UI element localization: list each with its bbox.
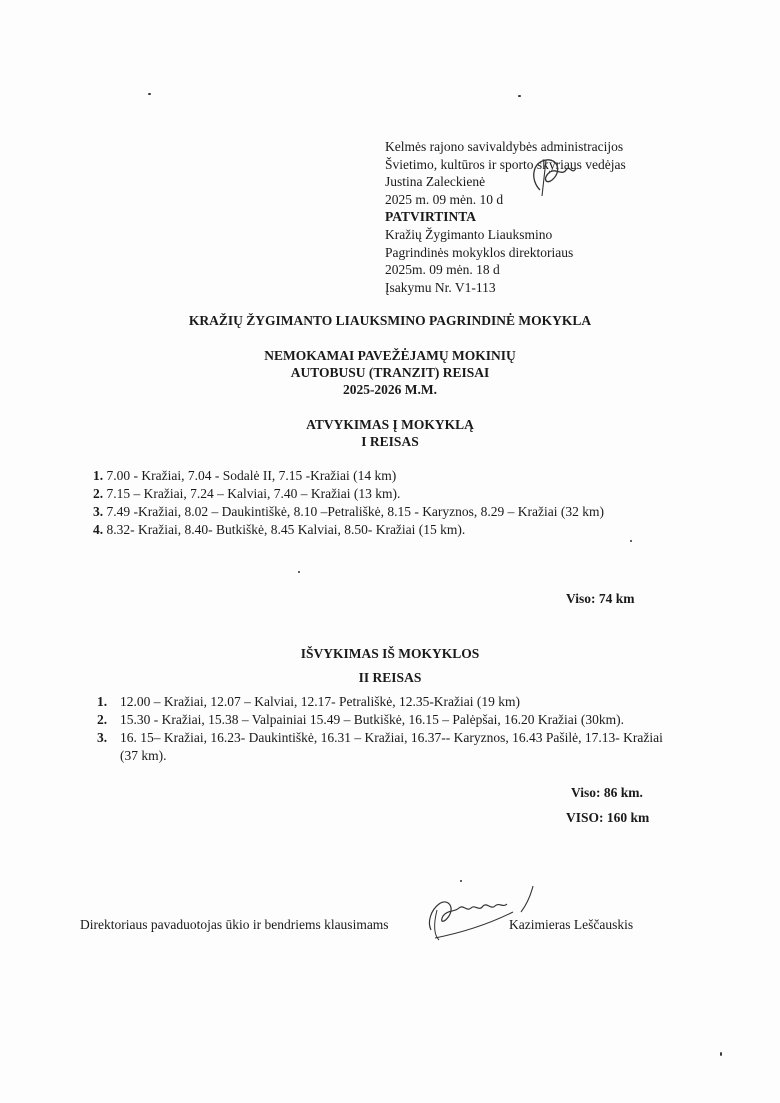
doc-title-line1: NEMOKAMAI PAVEŽĖJAMŲ MOKINIŲ [264, 348, 516, 363]
approval-order-no: Įsakymu Nr. V1-113 [385, 279, 496, 295]
director-signature-icon [425, 882, 545, 944]
scan-speck [630, 540, 632, 542]
departure-route: 2. 15.30 - Kražiai, 15.38 – Valpainiai 15.49 – Butkiškė, 16.15 – Palėpšai, 16.20 Kražiai (30km). [97, 712, 625, 727]
signatory-position: Direktoriaus pavaduotojas ūkio ir bendriems klausimams [80, 917, 389, 932]
scan-speck [148, 93, 151, 95]
approval-date: 2025 m. 09 mėn. 10 d [385, 191, 504, 207]
arrival-route: 3. 7.49 -Kražiai, 8.02 – Daukintiškė, 8.10 –Petrališkė, 8.15 - Karyznos, 8.29 – Kražiai (32 km) [93, 504, 605, 519]
approval-school-line2: Pagrindinės mokyklos direktoriaus [385, 244, 574, 260]
arrival-route: 2. 7.15 – Kražiai, 7.24 – Kalviai, 7.40 – Kražiai (13 km). [93, 486, 401, 501]
departure-route: 1. 12.00 – Kražiai, 12.07 – Kalviai, 12.17- Petrališkė, 12.35-Kražiai (19 km) [97, 694, 521, 709]
departure-route: 3. 16. 15– Kražiai, 16.23- Daukintiškė, 16.31 – Kražiai, 16.37-- Karyznos, 16.43 Pašilė, 17.13- Kražiai (37 km). [97, 730, 663, 763]
approved-label: PATVIRTINTA [385, 209, 477, 225]
approval-order-date: 2025m. 09 mėn. 18 d [385, 262, 500, 278]
grand-total: VISO: 160 km [566, 810, 650, 825]
arrival-total: Viso: 74 km [566, 591, 635, 606]
arrival-subheading: I REISAS [361, 434, 419, 449]
doc-title-year: 2025-2026 M.M. [342, 382, 438, 397]
doc-title-line2: AUTOBUSU (TRANZIT) REISAI [290, 365, 490, 380]
approval-person: Justina Zaleckienė [385, 174, 486, 190]
arrival-route: 4. 8.32- Kražiai, 8.40- Butkiškė, 8.45 Kalviai, 8.50- Kražiai (15 km). [93, 522, 466, 537]
signatory-name: Kazimieras Leščauskis [509, 917, 634, 932]
scan-speck [460, 880, 462, 882]
approval-block [385, 138, 626, 296]
departure-total: Viso: 86 km. [571, 785, 643, 800]
approval-org-line1: Kelmės rajono savivaldybės administracijos [385, 139, 624, 154]
approval-signature-icon [522, 150, 582, 200]
arrival-route-list [93, 467, 604, 539]
departure-subheading: II REISAS [358, 670, 422, 685]
arrival-heading: ATVYKIMAS Į MOKYKLĄ [306, 417, 474, 432]
scan-speck [298, 571, 300, 573]
school-title: KRAŽIŲ ŽYGIMANTO LIAUKSMINO PAGRINDINĖ MOKYKLA [188, 313, 592, 328]
departure-heading: IŠVYKIMAS IŠ MOKYKLOS [300, 646, 480, 661]
departure-route-list [97, 693, 680, 765]
scan-speck [720, 1052, 722, 1056]
arrival-route: 1. 7.00 - Kražiai, 7.04 - Sodalė II, 7.15 -Kražiai (14 km) [93, 468, 397, 483]
approval-org-line2: Švietimo, kultūros ir sporto skyriaus vedėjas [385, 156, 626, 172]
scan-speck [518, 95, 521, 97]
approval-school-line1: Kražių Žygimanto Liauksmino [385, 226, 553, 242]
